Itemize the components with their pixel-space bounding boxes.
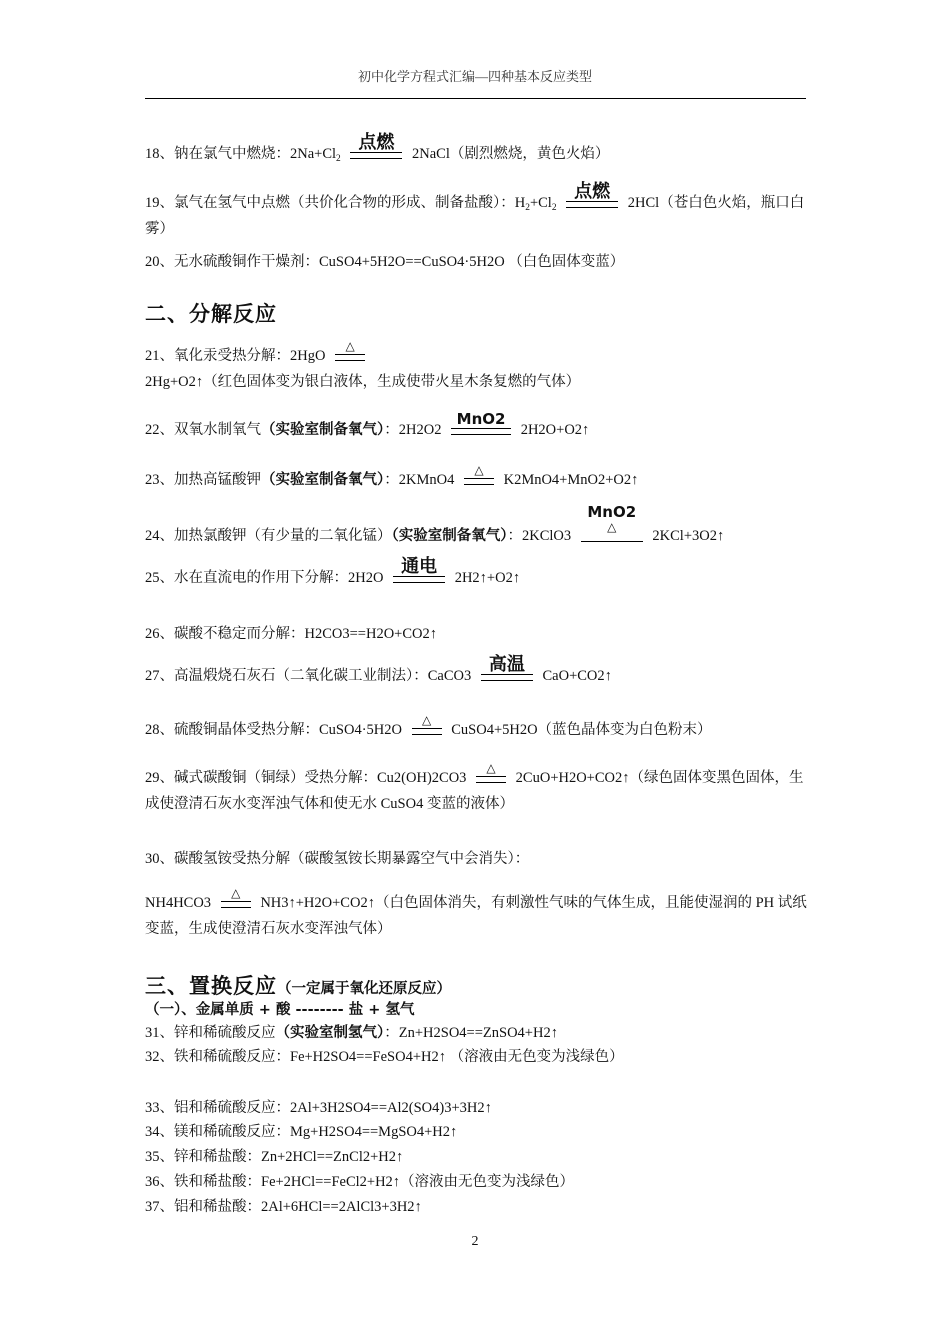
subsection-metal-acid: （一）、金属单质 + 酸 -------- 盐 + 氢气 xyxy=(145,1002,415,1018)
equation-30: NH4HCO3 △ NH3↑+H2O+CO2↑（白色固体消失，有刺激性气味的气体生成，且能使湿润的 PH 试纸变蓝，生成使澄清石灰水变浑浊气体） xyxy=(145,885,807,937)
equation-33: 33、铝和稀硫酸反应：2Al+3H2SO4==Al2(SO4)3+3H2↑ xyxy=(145,1100,492,1116)
equation-37: 37、铝和稀盐酸：2Al+6HCl==2AlCl3+3H2↑ xyxy=(145,1199,422,1215)
condition-heat: △ xyxy=(219,894,253,914)
section-heading-displacement: 三、置换反应（一定属于氧化还原反应） xyxy=(145,974,451,998)
condition-ignite: 点燃 xyxy=(564,194,620,214)
equation-19: 19、氯气在氢气中点燃（共价化合物的形成、制备盐酸）：$H_2+Cl_2$ 点燃 2HCl（苍白色火焰，瓶口白雾） xyxy=(145,180,805,237)
equation-23: 23、加热高锰酸钾（实验室制备氧气）：2KMnO4 △ K2MnO4+MnO2+O2↑ xyxy=(145,470,809,491)
equation-20: 20、无水硫酸铜作干燥剂：CuSO4+5H2O==CuSO4·5H2O （白色固体变蓝） xyxy=(145,254,625,270)
condition-electric: 通电 xyxy=(391,569,447,589)
condition-ignite: 点燃 xyxy=(348,145,404,165)
equation-22: 22、双氧水制氧气（实验室制备氧气）：2H2O2 MnO2 2H2O+O2↑ xyxy=(145,420,809,441)
condition-mno2: MnO2 xyxy=(449,421,513,441)
equation-36: 36、铁和稀盐酸：Fe+2HCl==FeCl2+H2↑（溶液由无色变为浅绿色） xyxy=(145,1174,575,1190)
page-header: 初中化学方程式汇编—四种基本反应类型 xyxy=(357,69,592,84)
equation-25: 25、水在直流电的作用下分解：2H2O 通电 2H2↑+O2↑ xyxy=(145,568,809,589)
equation-21: 21、氧化汞受热分解：2HgO △ 2Hg+O2↑（红色固体变为银白液体，生成使带火星木条复燃的气体） xyxy=(145,338,581,390)
page-number: 2 xyxy=(471,1234,479,1249)
equation-29: 29、碱式碳酸铜（铜绿）受热分解：Cu2(OH)2CO3 △ 2CuO+H2O+CO2↑（绿色固体变黑色固体，生成使澄清石灰水变浑浊气体和使无水 CuSO4 变蓝的液体） xyxy=(145,760,804,812)
condition-high-temp: 高温 xyxy=(479,667,535,687)
equation-31: 31、锌和稀硫酸反应（实验室制氢气）：Zn+H2SO4==ZnSO4+H2↑ xyxy=(145,1025,558,1041)
condition-mno2-heat: MnO2 △ xyxy=(579,527,645,547)
header-rule xyxy=(145,98,806,99)
equation-24: 24、加热氯酸钾（有少量的二氧化锰）（实验室制备氧气）：2KClO3 MnO2 △ 2KCl+3O2↑ xyxy=(145,526,809,547)
equation-35: 35、锌和稀盐酸：Zn+2HCl==ZnCl2+H2↑ xyxy=(145,1149,404,1165)
equation-30-title: 30、碳酸氢铵受热分解（碳酸氢铵长期暴露空气中会消失）： xyxy=(145,851,530,867)
condition-heat: △ xyxy=(462,471,496,491)
equation-26: 26、碳酸不稳定而分解：H2CO3==H2O+CO2↑ xyxy=(145,626,437,642)
condition-heat: △ xyxy=(410,721,444,741)
condition-heat: △ xyxy=(474,769,508,789)
equation-27: 27、高温煅烧石灰石（二氧化碳工业制法）：CaCO3 高温 CaO+CO2↑ xyxy=(145,666,809,687)
section-heading-decomposition: 二、分解反应 xyxy=(145,302,277,326)
equation-18: 18、钠在氯气中燃烧：$2Na+Cl_2$ 点燃 2NaCl（剧烈燃烧，黄色火焰） xyxy=(145,131,610,164)
condition-heat: △ xyxy=(333,347,367,367)
equation-34: 34、镁和稀硫酸反应：Mg+H2SO4==MgSO4+H2↑ xyxy=(145,1124,458,1140)
equation-32: 32、铁和稀硫酸反应：Fe+H2SO4==FeSO4+H2↑ （溶液由无色变为浅绿色） xyxy=(145,1049,624,1065)
equation-28: 28、硫酸铜晶体受热分解：CuSO4·5H2O △ CuSO4+5H2O（蓝色晶体变为白色粉末） xyxy=(145,720,809,741)
